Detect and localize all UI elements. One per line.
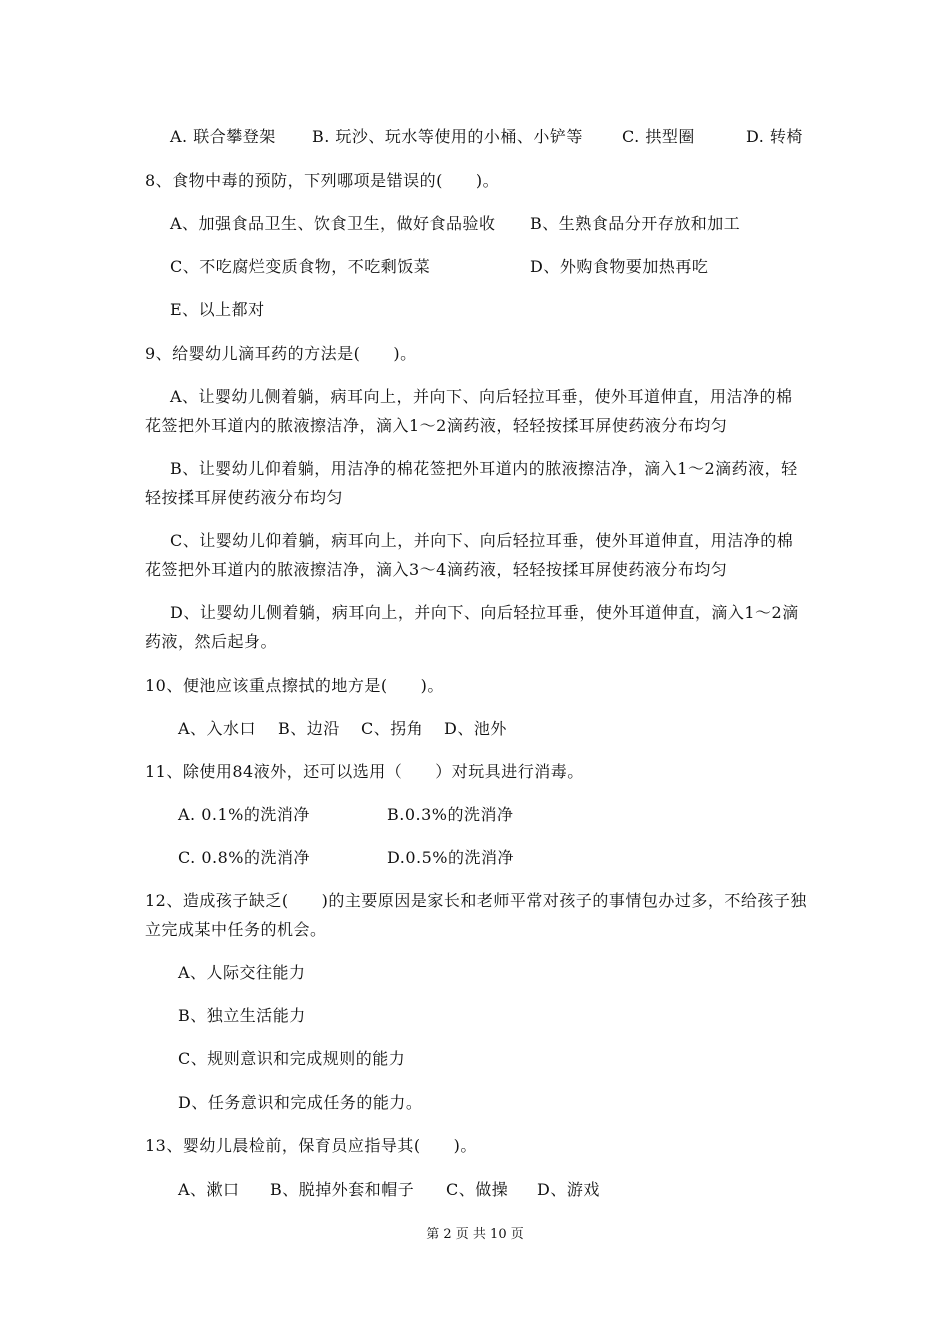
- q13-option-a: A、漱口: [178, 1180, 240, 1199]
- q9-option-c-line-1: C、让婴幼儿仰着躺，病耳向上，并向下、向后轻拉耳垂，使外耳道伸直，用洁净的棉: [170, 531, 794, 550]
- q10-option-a: A、入水口: [178, 719, 257, 738]
- q10-option-d: D、池外: [444, 719, 507, 738]
- q7-option-b: B. 玩沙、玩水等使用的小桶、小铲等: [312, 127, 583, 146]
- q12-stem-line-1: 12、造成孩子缺乏( )的主要原因是家长和老师平常对孩子的事情包办过多，不给孩子独: [145, 891, 807, 910]
- q9-option-a-line-1: A、让婴幼儿侧着躺，病耳向上，并向下、向后轻拉耳垂，使外耳道伸直，用洁净的棉: [170, 387, 793, 406]
- q9-option-b-line-2: 轻按揉耳屏使药液分布均匀: [145, 488, 344, 507]
- q8-option-c: C、不吃腐烂变质食物，不吃剩饭菜: [170, 257, 431, 276]
- q12-option-b: B、独立生活能力: [178, 1006, 306, 1025]
- q7-option-a: A. 联合攀登架: [170, 127, 276, 146]
- q13-option-b: B、脱掉外套和帽子: [270, 1180, 415, 1199]
- q12-stem-line-2: 立完成某中任务的机会。: [145, 920, 327, 939]
- q8-option-e: E、以上都对: [170, 300, 265, 319]
- page-footer: 第 2 页 共 10 页: [426, 1227, 524, 1242]
- q9-option-b-line-1: B、让婴幼儿仰着躺，用洁净的棉花签把外耳道内的脓液擦洁净，滴入1～2滴药液，轻: [170, 459, 798, 478]
- q10-option-b: B、边沿: [278, 719, 340, 738]
- q12-option-c: C、规则意识和完成规则的能力: [178, 1049, 406, 1068]
- q7-option-c: C. 拱型圈: [622, 127, 695, 146]
- q9-stem: 9、给婴幼儿滴耳药的方法是( )。: [145, 344, 417, 363]
- q12-option-d: D、任务意识和完成任务的能力。: [178, 1093, 423, 1112]
- q9-option-c-line-2: 花签把外耳道内的脓液擦洁净，滴入3～4滴药液，轻轻按揉耳屏使药液分布均匀: [145, 560, 728, 579]
- q11-option-a: A. 0.1%的洗消净: [178, 805, 310, 824]
- q11-stem: 11、除使用84液外，还可以选用（ ）对玩具进行消毒。: [145, 762, 584, 781]
- q9-option-a-line-2: 花签把外耳道内的脓液擦洁净，滴入1～2滴药液，轻轻按揉耳屏使药液分布均匀: [145, 416, 728, 435]
- q11-option-b: B.0.3%的洗消净: [387, 805, 514, 824]
- q8-option-d: D、外购食物要加热再吃: [530, 257, 709, 276]
- q13-option-c: C、做操: [446, 1180, 509, 1199]
- q7-option-d: D. 转椅: [746, 127, 803, 146]
- q10-stem: 10、便池应该重点擦拭的地方是( )。: [145, 676, 444, 695]
- q13-option-d: D、游戏: [537, 1180, 600, 1199]
- q10-option-c: C、拐角: [361, 719, 424, 738]
- q8-option-b: B、生熟食品分开存放和加工: [530, 214, 741, 233]
- q12-option-a: A、人际交往能力: [178, 963, 306, 982]
- q9-option-d-line-2: 药液，然后起身。: [145, 632, 278, 651]
- q8-option-a: A、加强食品卫生、饮食卫生，做好食品验收: [170, 214, 496, 233]
- q11-option-c: C. 0.8%的洗消净: [178, 848, 310, 867]
- q11-option-d: D.0.5%的洗消净: [387, 848, 514, 867]
- q8-stem: 8、食物中毒的预防，下列哪项是错误的( )。: [145, 171, 500, 190]
- q9-option-d-line-1: D、让婴幼儿侧着躺，病耳向上，并向下、向后轻拉耳垂，使外耳道伸直，滴入1～2滴: [170, 603, 799, 622]
- q13-stem: 13、婴幼儿晨检前，保育员应指导其( )。: [145, 1136, 477, 1155]
